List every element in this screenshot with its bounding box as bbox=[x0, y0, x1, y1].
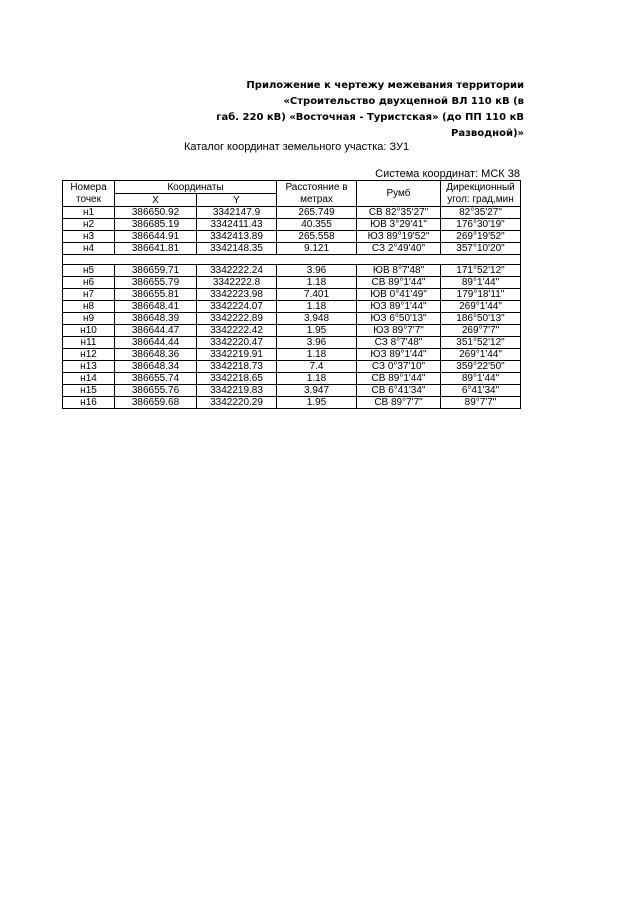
distance-cell: 3.948 bbox=[277, 313, 357, 325]
rumb-cell: СВ 89°7'7" bbox=[357, 397, 441, 409]
distance-cell: 3.947 bbox=[277, 385, 357, 397]
table-row bbox=[63, 265, 521, 277]
distance-cell: 1.18 bbox=[277, 349, 357, 361]
x-coordinate-cell: 386648.36 bbox=[115, 349, 197, 361]
y-coordinate-cell: 3342220.29 bbox=[197, 397, 277, 409]
header-line: габ. 220 кВ) «Восточная - Туристская» (до ПП 110 кВ bbox=[216, 112, 524, 123]
table-gap-row bbox=[63, 255, 521, 265]
coordinate-system-label: Система координат: МСК 38 bbox=[375, 168, 520, 180]
rumb-cell: СВ 89°1'44" bbox=[357, 277, 441, 289]
table-row bbox=[63, 397, 521, 409]
table-row bbox=[63, 373, 521, 385]
direction-angle-cell: 359°22'50" bbox=[441, 361, 521, 373]
header-rumb: Румб bbox=[357, 181, 441, 207]
rumb-cell: ЮЗ 89°1'44" bbox=[357, 301, 441, 313]
header-line: Разводной)» bbox=[451, 128, 524, 139]
distance-cell: 3.96 bbox=[277, 337, 357, 349]
point-number-cell: н14 bbox=[63, 373, 115, 385]
x-coordinate-cell: 386655.79 bbox=[115, 277, 197, 289]
rumb-cell: ЮВ 3°29'41" bbox=[357, 219, 441, 231]
direction-angle-cell: 186°50'13" bbox=[441, 313, 521, 325]
table-row bbox=[63, 325, 521, 337]
x-coordinate-cell: 386655.76 bbox=[115, 385, 197, 397]
x-coordinate-cell: 386644.47 bbox=[115, 325, 197, 337]
table-row bbox=[63, 337, 521, 349]
x-coordinate-cell: 386659.68 bbox=[115, 397, 197, 409]
y-coordinate-cell: 3342223.98 bbox=[197, 289, 277, 301]
table-row bbox=[63, 361, 521, 373]
header-points: Номера точек bbox=[63, 181, 115, 207]
header-line: «Строительство двухцепной ВЛ 110 кВ (в bbox=[283, 96, 524, 107]
table-row bbox=[63, 301, 521, 313]
table-row bbox=[63, 231, 521, 243]
distance-cell: 265.558 bbox=[277, 231, 357, 243]
table-group-2 bbox=[63, 265, 521, 409]
y-coordinate-cell: 3342222.42 bbox=[197, 325, 277, 337]
table-row bbox=[63, 289, 521, 301]
point-number-cell: н12 bbox=[63, 349, 115, 361]
direction-angle-cell: 351°52'12" bbox=[441, 337, 521, 349]
direction-angle-cell: 89°7'7" bbox=[441, 397, 521, 409]
table-row bbox=[63, 277, 521, 289]
y-coordinate-cell: 3342218.73 bbox=[197, 361, 277, 373]
direction-angle-cell: 269°7'7" bbox=[441, 325, 521, 337]
y-coordinate-cell: 3342147.9 bbox=[197, 207, 277, 219]
rumb-cell: СВ 82°35'27" bbox=[357, 207, 441, 219]
y-coordinate-cell: 3342224.07 bbox=[197, 301, 277, 313]
rumb-cell: СВ 89°1'44" bbox=[357, 373, 441, 385]
x-coordinate-cell: 386650.92 bbox=[115, 207, 197, 219]
point-number-cell: н3 bbox=[63, 231, 115, 243]
x-coordinate-cell: 386648.39 bbox=[115, 313, 197, 325]
y-coordinate-cell: 3342413.89 bbox=[197, 231, 277, 243]
rumb-cell: ЮЗ 89°7'7" bbox=[357, 325, 441, 337]
x-coordinate-cell: 386641.81 bbox=[115, 243, 197, 255]
x-coordinate-cell: 386655.74 bbox=[115, 373, 197, 385]
distance-cell: 1.18 bbox=[277, 277, 357, 289]
distance-cell: 7.401 bbox=[277, 289, 357, 301]
table-row bbox=[63, 207, 521, 219]
x-coordinate-cell: 386685.19 bbox=[115, 219, 197, 231]
y-coordinate-cell: 3342222.89 bbox=[197, 313, 277, 325]
direction-angle-cell: 89°1'44" bbox=[441, 277, 521, 289]
point-number-cell: н16 bbox=[63, 397, 115, 409]
header-line: Приложение к чертежу межевания территории bbox=[246, 80, 524, 91]
gap-cell bbox=[63, 255, 521, 265]
direction-angle-cell: 179°18'11" bbox=[441, 289, 521, 301]
point-number-cell: н8 bbox=[63, 301, 115, 313]
header-y: Y bbox=[197, 194, 277, 207]
x-coordinate-cell: 386655.81 bbox=[115, 289, 197, 301]
table-row bbox=[63, 243, 521, 255]
direction-angle-cell: 89°1'44" bbox=[441, 373, 521, 385]
catalog-title: Каталог координат земельного участка: ЗУ1 bbox=[184, 141, 410, 153]
table-row bbox=[63, 313, 521, 325]
y-coordinate-cell: 3342222.24 bbox=[197, 265, 277, 277]
point-number-cell: н7 bbox=[63, 289, 115, 301]
y-coordinate-cell: 3342219.91 bbox=[197, 349, 277, 361]
point-number-cell: н11 bbox=[63, 337, 115, 349]
point-number-cell: н2 bbox=[63, 219, 115, 231]
y-coordinate-cell: 3342411.43 bbox=[197, 219, 277, 231]
rumb-cell: СВ 6°41'34" bbox=[357, 385, 441, 397]
coordinates-table bbox=[62, 180, 521, 409]
y-coordinate-cell: 3342220.47 bbox=[197, 337, 277, 349]
direction-angle-cell: 176°30'19" bbox=[441, 219, 521, 231]
distance-cell: 1.95 bbox=[277, 397, 357, 409]
point-number-cell: н4 bbox=[63, 243, 115, 255]
distance-cell: 9.121 bbox=[277, 243, 357, 255]
table-row bbox=[63, 349, 521, 361]
table-row bbox=[63, 385, 521, 397]
direction-angle-cell: 269°1'44" bbox=[441, 301, 521, 313]
x-coordinate-cell: 386648.41 bbox=[115, 301, 197, 313]
y-coordinate-cell: 3342219.83 bbox=[197, 385, 277, 397]
y-coordinate-cell: 3342148.35 bbox=[197, 243, 277, 255]
point-number-cell: н6 bbox=[63, 277, 115, 289]
rumb-cell: ЮЗ 6°50'13" bbox=[357, 313, 441, 325]
x-coordinate-cell: 386644.44 bbox=[115, 337, 197, 349]
point-number-cell: н9 bbox=[63, 313, 115, 325]
distance-cell: 3.96 bbox=[277, 265, 357, 277]
rumb-cell: ЮВ 0°41'49" bbox=[357, 289, 441, 301]
distance-cell: 7.4 bbox=[277, 361, 357, 373]
header-distance: Расстояние в метрах bbox=[277, 181, 357, 207]
distance-cell: 1.18 bbox=[277, 301, 357, 313]
direction-angle-cell: 6°41'34" bbox=[441, 385, 521, 397]
table-row bbox=[63, 219, 521, 231]
direction-angle-cell: 357°10'20" bbox=[441, 243, 521, 255]
distance-cell: 40.355 bbox=[277, 219, 357, 231]
distance-cell: 265.749 bbox=[277, 207, 357, 219]
point-number-cell: н10 bbox=[63, 325, 115, 337]
rumb-cell: ЮЗ 89°1'44" bbox=[357, 349, 441, 361]
header-coordinates: Координаты bbox=[115, 181, 277, 194]
point-number-cell: н1 bbox=[63, 207, 115, 219]
rumb-cell: СЗ 2°49'40" bbox=[357, 243, 441, 255]
y-coordinate-cell: 3342222.8 bbox=[197, 277, 277, 289]
header-x: X bbox=[115, 194, 197, 207]
rumb-cell: СЗ 8°7'48" bbox=[357, 337, 441, 349]
document-header bbox=[204, 78, 524, 142]
direction-angle-cell: 82°35'27" bbox=[441, 207, 521, 219]
direction-angle-cell: 171°52'12" bbox=[441, 265, 521, 277]
distance-cell: 1.95 bbox=[277, 325, 357, 337]
header-direction-angle: Дирекционный угол: град,мин bbox=[441, 181, 521, 207]
x-coordinate-cell: 386659.71 bbox=[115, 265, 197, 277]
rumb-cell: СЗ 0°37'10" bbox=[357, 361, 441, 373]
rumb-cell: ЮЗ 89°19'52" bbox=[357, 231, 441, 243]
x-coordinate-cell: 386648.34 bbox=[115, 361, 197, 373]
direction-angle-cell: 269°19'52" bbox=[441, 231, 521, 243]
distance-cell: 1.18 bbox=[277, 373, 357, 385]
x-coordinate-cell: 386644.91 bbox=[115, 231, 197, 243]
direction-angle-cell: 269°1'44" bbox=[441, 349, 521, 361]
rumb-cell: ЮВ 8°7'48" bbox=[357, 265, 441, 277]
point-number-cell: н13 bbox=[63, 361, 115, 373]
y-coordinate-cell: 3342218.65 bbox=[197, 373, 277, 385]
table-group-1 bbox=[63, 207, 521, 255]
point-number-cell: н5 bbox=[63, 265, 115, 277]
point-number-cell: н15 bbox=[63, 385, 115, 397]
table-gap bbox=[63, 255, 521, 265]
